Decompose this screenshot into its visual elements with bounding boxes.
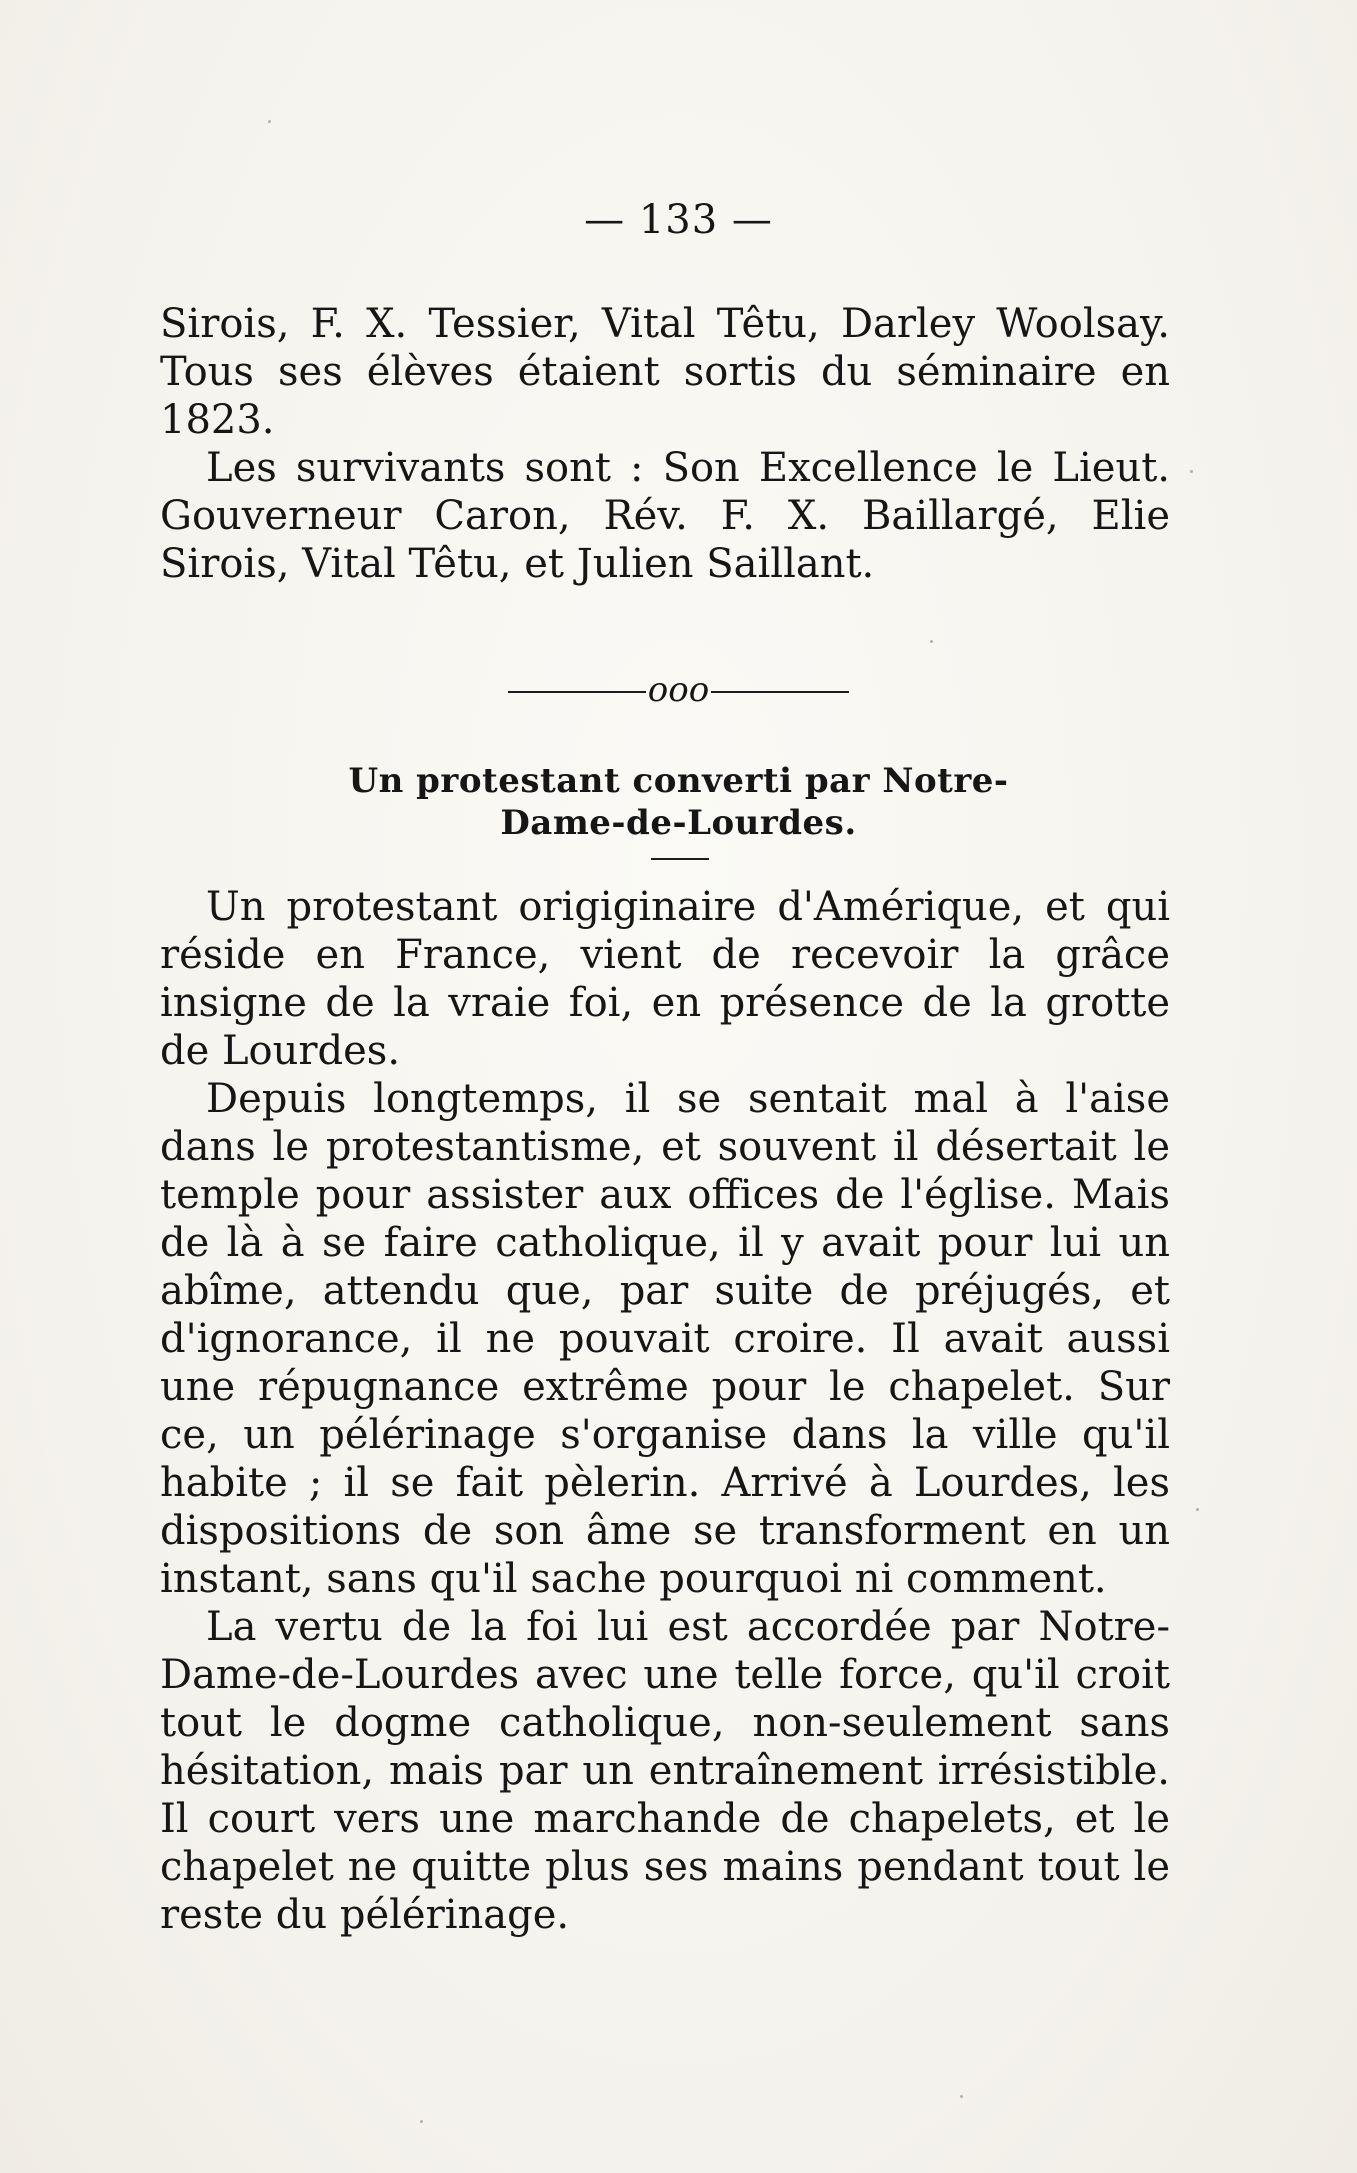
article-paragraph: Depuis longtemps, il se sentait mal à l'aise dans le protestantisme, et souvent il désertait le temple pour assister aux offices de l'église. Mais de là à se faire catholique, il y avait pour lui un abîme, attendu que, par suite de préjugés, et d'ignorance, il ne pouvait croire. Il avait aussi une répugnance extrême pour le chapelet. Sur ce, un pélérinage s'organise dans la ville qu'il habite ; il se fait pèlerin. Arrivé à Lourdes, les dispositions de son âme se transforment en un instant, sans qu'il sache pourquoi ni comment. <box>160 1076 1170 1602</box>
continued-paragraph: Sirois, F. X. Tessier, Vital Têtu, Darley Woolsay. Tous ses élèves étaient sortis du séminaire en 1823. <box>160 301 1170 443</box>
article-paragraph: La vertu de la foi lui est accordée par Notre-Dame-de-Lourdes avec une telle force, qu'il croit tout le dogme catholique, non-seulement sans hésitation, mais par un entraînement irrésistible. Il court vers une marchande de chapelets, et le chapelet ne quitte plus ses mains pendant tout le reste du pélérinage. <box>160 1604 1170 1938</box>
print-speck <box>268 120 271 123</box>
print-speck <box>420 2120 423 2123</box>
print-speck <box>1196 1508 1199 1511</box>
article-heading-line-1: Un protestant converti par Notre- <box>348 761 1009 801</box>
print-speck <box>930 640 933 643</box>
heading-rule <box>651 858 709 860</box>
separator-rule-left <box>508 691 646 693</box>
article-paragraph: Un protestant origiginaire d'Amérique, et qui réside en France, vient de recevoir la grâce insigne de la vraie foi, en présence de la grotte de Lourdes. <box>160 884 1170 1074</box>
section-separator <box>0 670 1357 710</box>
separator-rule-right <box>711 691 849 693</box>
survivors-paragraph: Les survivants sont : Son Excellence le Lieut. Gouverneur Caron, Rév. F. X. Baillargé, Elie Sirois, Vital Têtu, et Julien Saillant. <box>160 445 1170 587</box>
separator-ornament: ooo <box>647 670 710 710</box>
article-body <box>160 883 1170 1939</box>
article-heading <box>0 760 1357 844</box>
page-number: — 133 — <box>584 197 773 243</box>
print-speck <box>1190 470 1193 473</box>
continued-text <box>160 300 1170 588</box>
article-heading-line-2: Dame-de-Lourdes. <box>500 803 857 843</box>
print-speck <box>960 2095 963 2098</box>
